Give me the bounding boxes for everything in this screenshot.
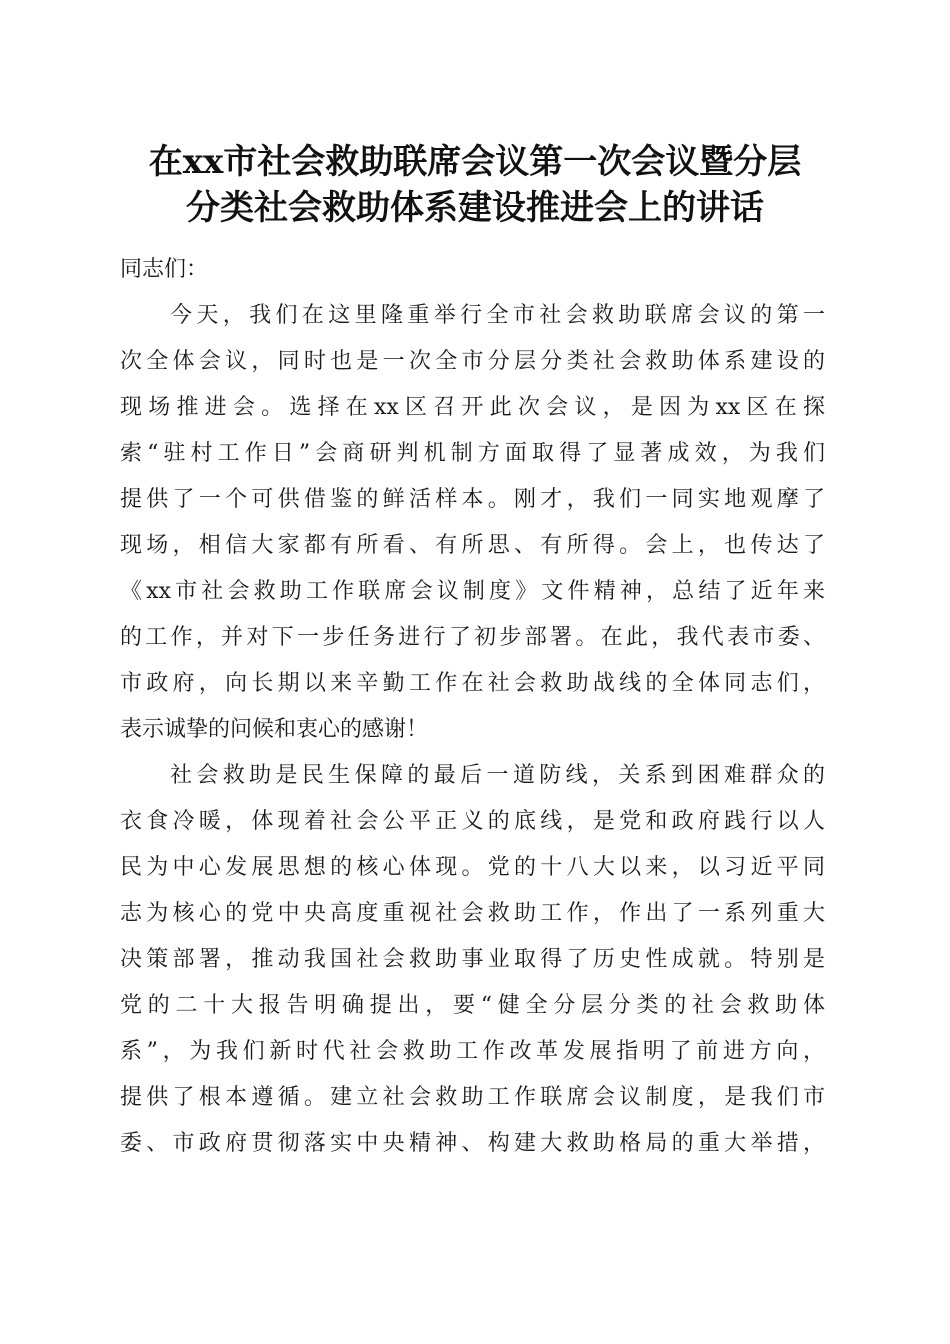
body-line: 社会救助是民生保障的最后一道防线，关系到困难群众的 [170, 763, 825, 788]
body-line: 党的二十大报告明确提出，要“健全分层分类的社会救助体 [120, 993, 825, 1018]
document-title-line-1: 在xx市社会救助联席会议第一次会议暨分层 [148, 142, 802, 182]
body-line: 表示诚挚的问候和衷心的感谢！ [120, 717, 429, 742]
body-line: 衣食冷暖，体现着社会公平正义的底线，是党和政府践行以人 [120, 809, 825, 834]
body-line: 索“驻村工作日”会商研判机制方面取得了显著成效，为我们 [120, 441, 825, 466]
body-line: 次全体会议，同时也是一次全市分层分类社会救助体系建设的 [120, 349, 825, 374]
document-title-line-2: 分类社会救助体系建设推进会上的讲话 [186, 188, 764, 228]
body-line: 的工作，并对下一步任务进行了初步部署。在此，我代表市委、 [120, 625, 825, 650]
body-line: 志为核心的党中央高度重视社会救助工作，作出了一系列重大 [120, 901, 825, 926]
body-line: 《xx市社会救助工作联席会议制度》文件精神，总结了近年来 [120, 579, 825, 604]
body-line: 今天，我们在这里隆重举行全市社会救助联席会议的第一 [170, 303, 825, 328]
body-line: 现场，相信大家都有所看、有所思、有所得。会上，也传达了 [120, 533, 825, 558]
body-line: 提供了一个可供借鉴的鲜活样本。刚才，我们一同实地观摩了 [120, 487, 825, 512]
body-line: 系”，为我们新时代社会救助工作改革发展指明了前进方向， [120, 1039, 825, 1064]
body-line: 委、市政府贯彻落实中央精神、构建大救助格局的重大举措， [120, 1131, 825, 1156]
body-line: 现场推进会。选择在xx区召开此次会议，是因为xx区在探 [120, 395, 825, 420]
body-line: 民为中心发展思想的核心体现。党的十八大以来，以习近平同 [120, 855, 825, 880]
body-line: 决策部署，推动我国社会救助事业取得了历史性成就。特别是 [120, 947, 825, 972]
body-line: 提供了根本遵循。建立社会救助工作联席会议制度，是我们市 [120, 1085, 825, 1110]
body-line: 市政府，向长期以来辛勤工作在社会救助战线的全体同志们， [120, 671, 825, 696]
salutation: 同志们： [120, 257, 209, 282]
